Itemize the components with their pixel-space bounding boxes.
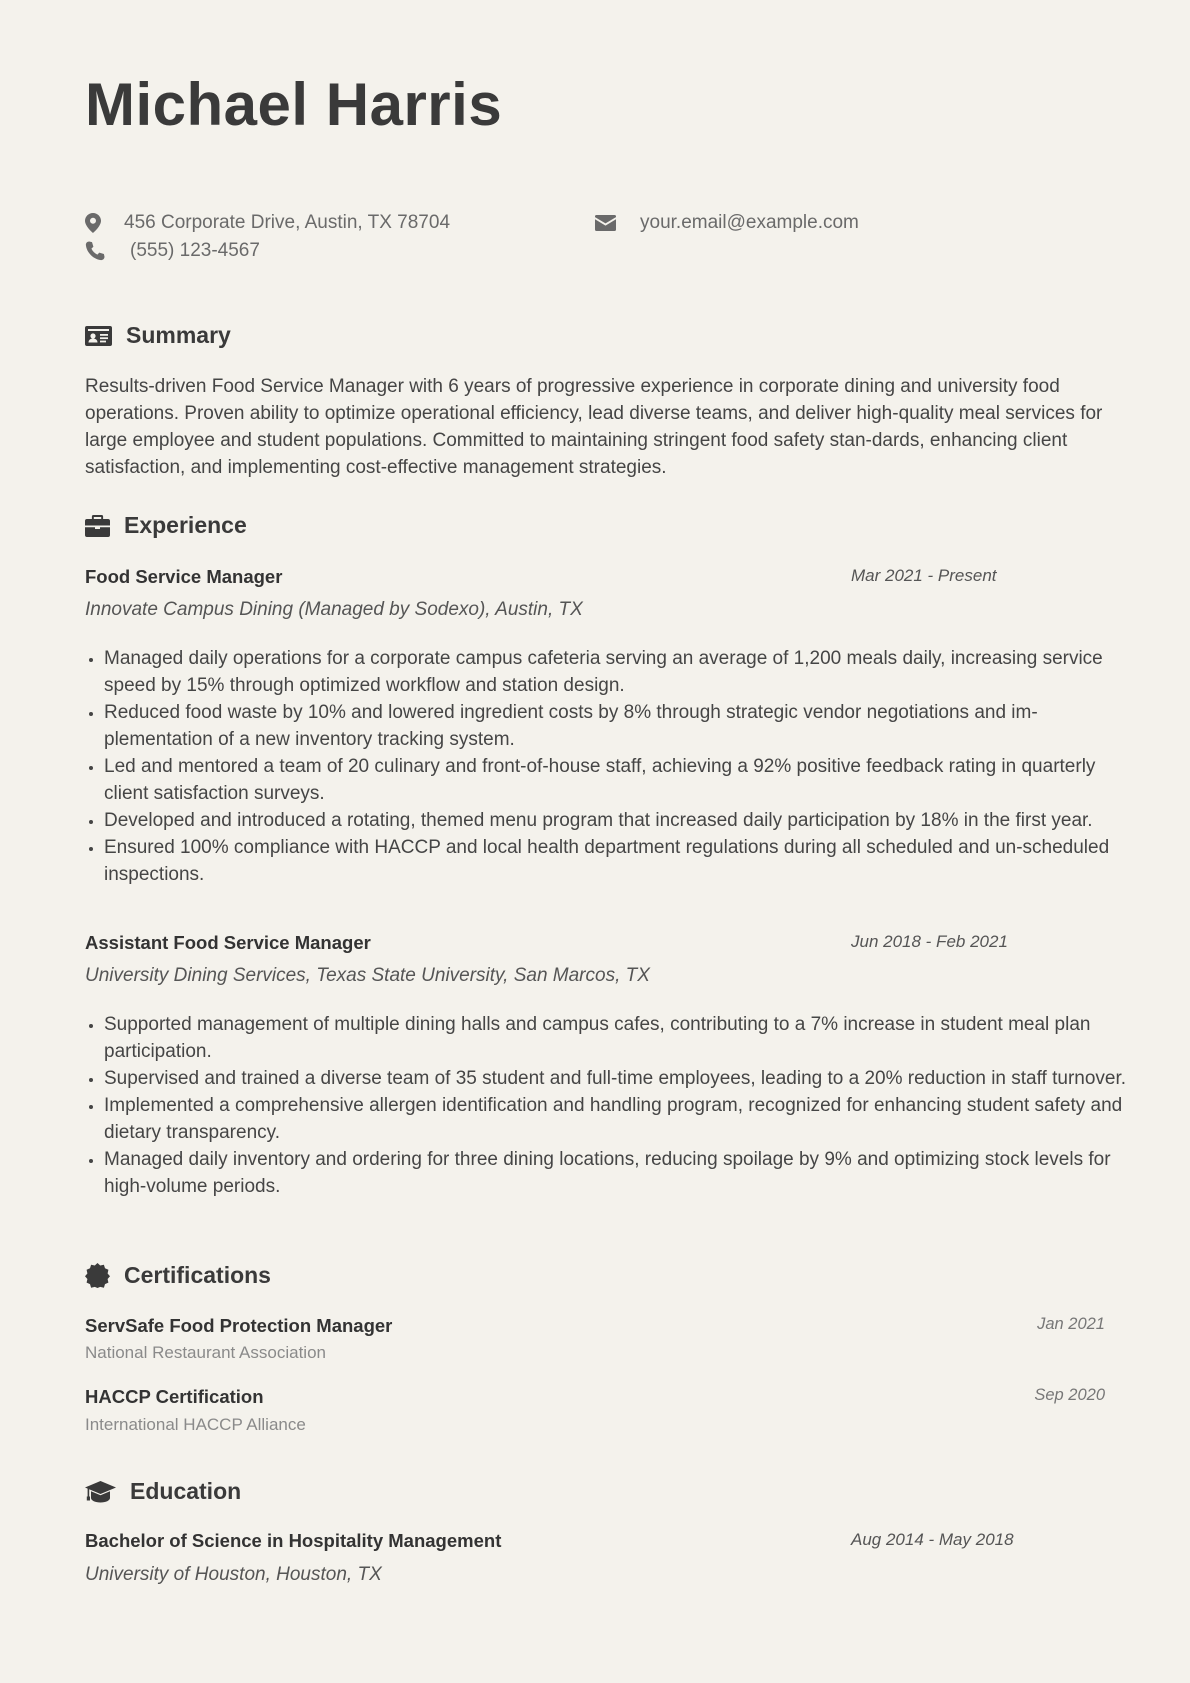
certifications-title: Certifications xyxy=(124,1262,271,1288)
job-bullets xyxy=(85,1011,1129,1200)
list-item: • Supervised and trained a diverse team of 35 student and full-time employees, leading to a 20% reduction in staff turnover. xyxy=(104,1065,1129,1092)
education-degree: Bachelor of Science in Hospitality Management xyxy=(85,1530,502,1551)
experience-heading xyxy=(85,512,247,539)
certificate-icon xyxy=(85,1263,110,1288)
list-item: • Reduced food waste by 10% and lowered ingredient costs by 8% through strategic vendor negotiations and im-plementation of a new inventory tracking system. xyxy=(104,699,1129,753)
cert-date: Sep 2020 xyxy=(1034,1386,1105,1404)
certifications-heading xyxy=(85,1262,271,1289)
job-date: Mar 2021 - Present xyxy=(851,566,997,585)
experience-title: Experience xyxy=(124,512,247,538)
graduation-cap-icon xyxy=(85,1481,116,1503)
address-text: 456 Corporate Drive, Austin, TX 78704 xyxy=(124,212,451,233)
job-title: Food Service Manager xyxy=(85,566,283,587)
job-date: Jun 2018 - Feb 2021 xyxy=(851,932,1008,951)
education-heading xyxy=(85,1478,241,1505)
contact-address xyxy=(85,212,450,234)
education-title: Education xyxy=(130,1478,242,1504)
list-item: • Led and mentored a team of 20 culinary and front-of-house staff, achieving a 92% positive feedback rating in quarterly client satisfaction surveys. xyxy=(104,753,1129,807)
list-item: • Managed daily inventory and ordering for three dining locations, reducing spoilage by 9% and optimizing stock levels for high-volume periods. xyxy=(104,1146,1129,1200)
contact-phone xyxy=(85,240,260,262)
email-link[interactable]: your.email@example.com xyxy=(640,212,859,233)
contact-email xyxy=(595,212,859,234)
summary-heading xyxy=(85,322,231,349)
list-item: • Developed and introduced a rotating, themed menu program that increased daily participation by 18% in the first year. xyxy=(104,807,1129,834)
phone-text: (555) 123-4567 xyxy=(130,240,260,261)
cert-date: Jan 2021 xyxy=(1037,1315,1105,1333)
list-item: • Implemented a comprehensive allergen identification and handling program, recognized for enhancing student safety and dietary transparency. xyxy=(104,1092,1129,1146)
education-school: University of Houston, Houston, TX xyxy=(85,1564,382,1585)
cert-name: HACCP Certification xyxy=(85,1386,264,1407)
job-company: Innovate Campus Dining (Managed by Sodexo), Austin, TX xyxy=(85,599,583,620)
job-title: Assistant Food Service Manager xyxy=(85,932,371,953)
list-item: • Managed daily operations for a corporate campus cafeteria serving an average of 1,200 meals daily, increasing service speed by 15% through optimized workflow and station design. xyxy=(104,645,1129,699)
summary-title: Summary xyxy=(126,322,231,348)
map-pin-icon xyxy=(85,213,101,233)
candidate-name: Michael Harris xyxy=(85,71,503,138)
list-item: • Supported management of multiple dining halls and campus cafes, contributing to a 7% increase in student meal plan participation. xyxy=(104,1011,1129,1065)
list-item: • Ensured 100% compliance with HACCP and local health department regulations during all scheduled and un-scheduled inspections. xyxy=(104,834,1129,888)
summary-text: Results-driven Food Service Manager with 6 years of progressive experience in corporate dining and university food operations. Proven ability to optimize operational efficiency, lead diverse teams, and deliver high-quality meal services for large employee and student populations. Committed to maintaining stringent food safety stan-dards, enhancing client satisfaction, and implementing cost-effective management strategies. xyxy=(85,376,1103,478)
phone-icon xyxy=(85,241,105,261)
id-card-icon xyxy=(85,326,112,346)
envelope-icon xyxy=(595,215,616,231)
job-company: University Dining Services, Texas State University, San Marcos, TX xyxy=(85,965,650,986)
cert-issuer: International HACCP Alliance xyxy=(85,1415,306,1434)
cert-name: ServSafe Food Protection Manager xyxy=(85,1315,393,1336)
job-bullets xyxy=(85,645,1129,888)
cert-issuer: National Restaurant Association xyxy=(85,1343,326,1362)
education-date: Aug 2014 - May 2018 xyxy=(851,1530,1014,1549)
briefcase-icon xyxy=(85,515,110,537)
